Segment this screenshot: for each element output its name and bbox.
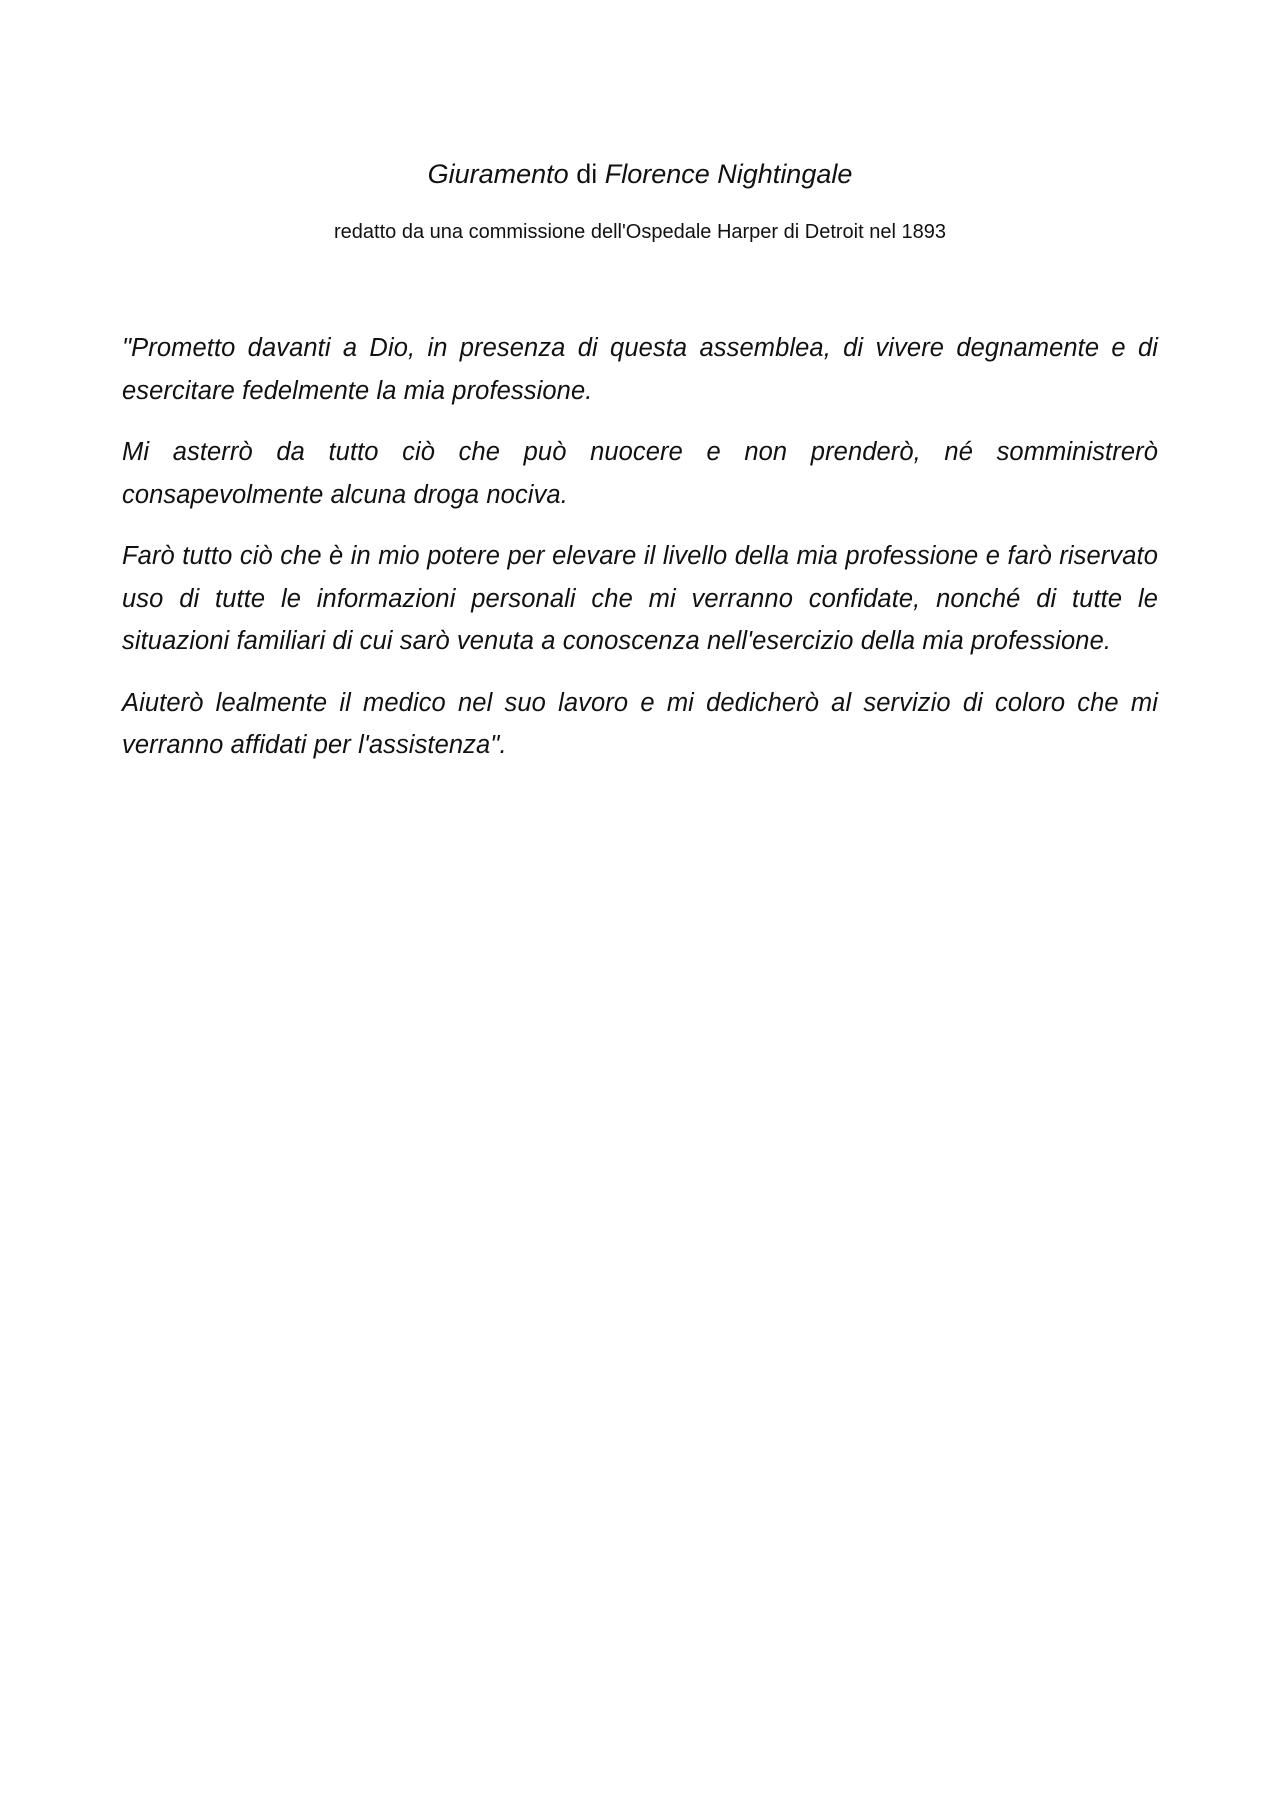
oath-paragraph-2: Mi asterrò da tutto ciò che può nuocere e non prenderò, né somministrerò consapevolmente alcuna droga nociva. bbox=[122, 438, 1158, 509]
title-connector: di bbox=[576, 159, 598, 189]
oath-paragraph-1: "Prometto davanti a Dio, in presenza di questa assemblea, di vivere degnamente e di esercitare fedelmente la mia professione. bbox=[122, 334, 1158, 405]
oath-paragraph-4: Aiuterò lealmente il medico nel suo lavoro e mi dedicherò al servizio di coloro che mi verranno affidati per l'assistenza". bbox=[122, 688, 1158, 759]
document-subtitle: redatto da una commissione dell'Ospedale Harper di Detroit nel 1893 bbox=[334, 221, 946, 243]
oath-body bbox=[122, 327, 1158, 786]
document-title bbox=[0, 156, 1280, 192]
title-part-2: Florence Nightingale bbox=[604, 159, 853, 189]
oath-paragraph-3: Farò tutto ciò che è in mio potere per elevare il livello della mia professione e farò riservato uso di tutte le informazioni personali che mi verranno confidate, nonché di tutte le situazioni familiari di cui sarò venuta a conoscenza nell'esercizio della mia professione. bbox=[122, 542, 1158, 655]
title-part-1: Giuramento bbox=[427, 159, 569, 189]
